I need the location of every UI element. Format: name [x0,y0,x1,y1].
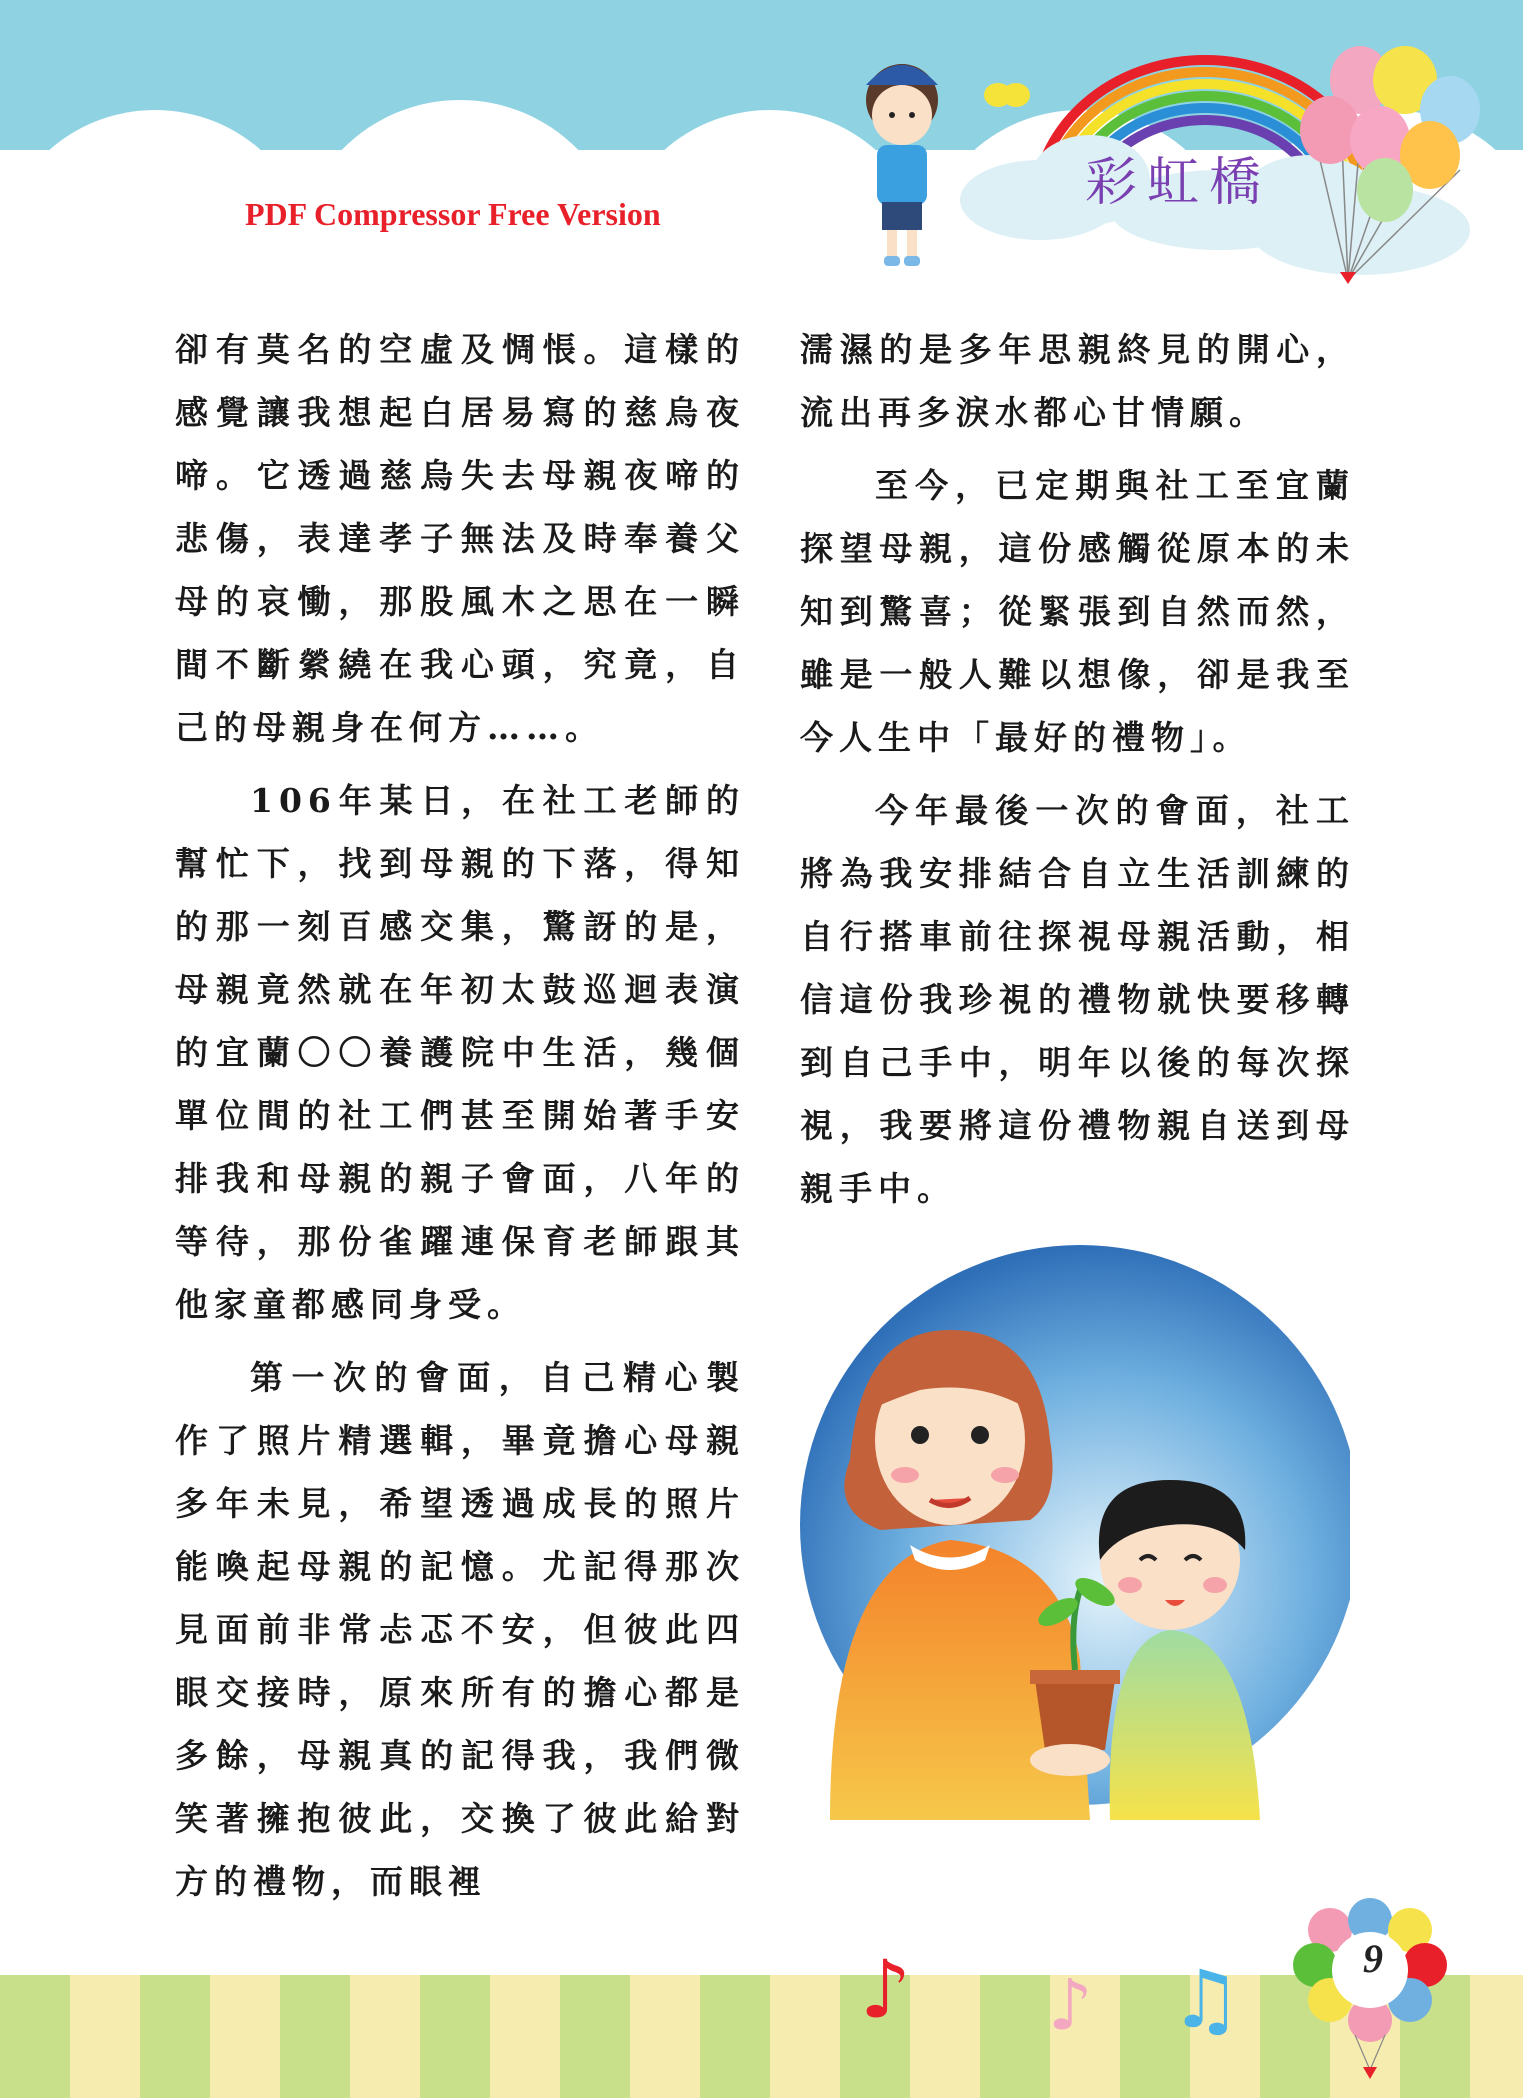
paragraph: 今年最後一次的會面，社工將為我安排結合自立生活訓練的自行搭車前往探視母親活動，相信這份我珍視的禮物就快要移轉到自己手中，明年以後的每次探視，我要將這份禮物親自送到母親手中。 [800,791,1355,1208]
article-column-left [175,318,745,1913]
mother-child-illustration [790,1240,1350,1820]
section-title: 彩虹橋 [1085,153,1272,213]
paragraph: 第一次的會面，自己精心製作了照片精選輯，畢竟擔心母親多年未見，希望透過成長的照片能喚起母親的記憶。尤記得那次見面前非常忐忑不安，但彼此四眼交接時，原來所有的擔心都是多餘，母親真的記得我，我們微笑著擁抱彼此，交換了彼此給對方的禮物，而眼裡 [175,1358,745,1901]
paragraph: 卻有莫名的空虛及惆悵。這樣的感覺讓我想起白居易寫的慈烏夜啼。它透過慈烏失去母親夜啼的悲傷，表達孝子無法及時奉養父母的哀慟，那股風木之思在一瞬間不斷縈繞在我心頭，究竟，自己的母親身在何方……。 [175,330,745,747]
paragraph: 106年某日，在社工老師的幫忙下，找到母親的下落，得知的那一刻百感交集，驚訝的是，母親竟然就在年初太鼓巡迴表演的宜蘭〇〇養護院中生活，幾個單位間的社工們甚至開始著手安排我和母親的親子會面，八年的等待，那份雀躍連保育老師跟其他家童都感同身受。 [175,781,745,1324]
article-column-right [800,318,1355,1220]
paragraph: 濡濕的是多年思親終見的開心，流出再多淚水都心甘情願。 [800,330,1355,432]
music-note-icon: ♪ [1048,1964,1093,2046]
page-number-badge [1285,1885,1455,2085]
music-note-icon: ♪ [860,1943,912,2036]
paragraph: 至今，已定期與社工至宜蘭探望母親，這份感觸從原本的未知到驚喜；從緊張到自然而然，雖是一般人難以想像，卻是我至今人生中「最好的禮物」。 [800,466,1355,757]
page-number: 9 [1363,1936,1383,1981]
music-note-icon: ♫ [1170,1953,1242,2046]
watermark-text: PDF Compressor Free Version [245,196,661,232]
